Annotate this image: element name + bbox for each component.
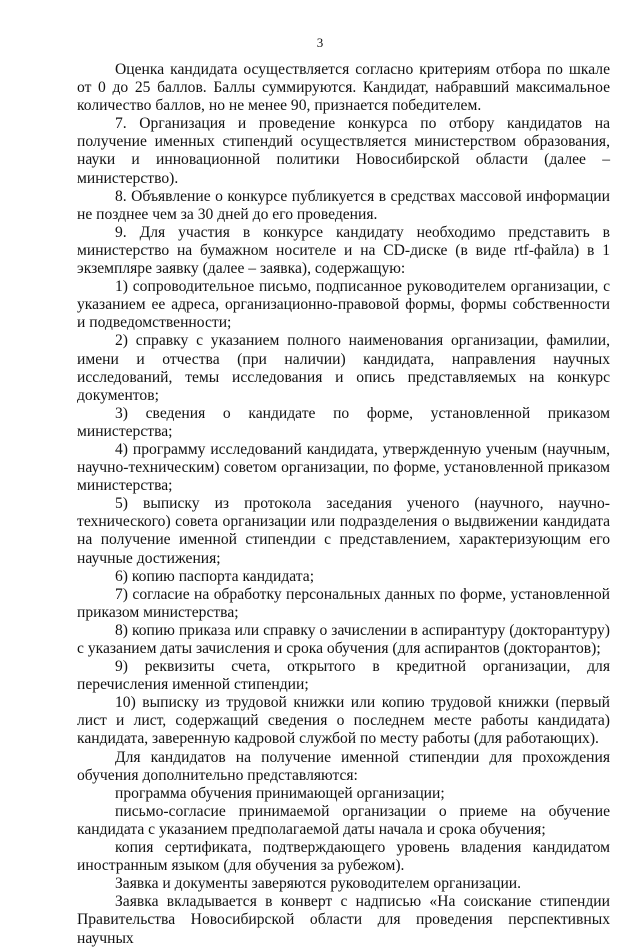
paragraph-language-certificate: копия сертификата, подтверждающего уровень владения кандидатом иностранным языком (для обучения за рубежом). xyxy=(77,839,610,875)
paragraph-consent-letter: письмо-согласие принимаемой организации о приеме на обучение кандидата с указанием предполагаемой даты начала и срока обучения; xyxy=(77,802,610,838)
list-item-4: 4) программу исследований кандидата, утвержденную ученым (научным, научно-техническим) советом организации, по форме, установленной приказом министерства; xyxy=(77,440,610,495)
paragraph-9: 9. Для участия в конкурсе кандидату необходимо представить в министерство на бумажном носителе и на CD-диске (в виде rtf-файла) в 1 экземпляре заявку (далее – заявка), содержащую: xyxy=(77,223,610,278)
page-number: 3 xyxy=(316,35,324,50)
document-body xyxy=(77,61,610,948)
list-item-5: 5) выписку из протокола заседания ученого (научного, научно- технического) совета организации или подразделения о выдвижении кандидата на получение именной стипендии с представлением, характеризующим его научные достижения; xyxy=(77,495,610,567)
list-item-6: 6) копию паспорта кандидата; xyxy=(115,567,315,585)
paragraph-envelope: Заявка вкладывается в конверт с надписью «На соискание стипендии Правительства Новосибирской области для проведения перспективных научных xyxy=(77,893,610,947)
list-item-8: 8) копию приказа или справку о зачислении в аспирантуру (докторантуру) с указанием даты зачисления и срока обучения (для аспирантов (докторантов); xyxy=(77,621,610,657)
list-item-9: 9) реквизиты счета, открытого в кредитной организации, для перечисления именной стипендии; xyxy=(77,658,610,694)
list-item-2: 2) справку с указанием полного наименования организации, фамилии, имени и отчества (при наличии) кандидата, направления научных исследований, темы исследования и опись представляемых на конкурс документов; xyxy=(77,332,610,404)
list-item-7: 7) согласие на обработку персональных данных по форме, установленной приказом министерства; xyxy=(77,585,610,621)
paragraph-training-program: программа обучения принимающей организации; xyxy=(115,784,445,802)
list-item-10: 10) выписку из трудовой книжки или копию трудовой книжки (первый лист и лист, содержащий сведения о последнем месте работы кандидата) кандидата, заверенную кадровой службой по месту работы (для работающих). xyxy=(77,694,610,748)
paragraph-evaluation: Оценка кандидата осуществляется согласно критериям отбора по шкале от 0 до 25 баллов. Баллы суммируются. Кандидат, набравший максимальное количество баллов, но не менее 90, признается победителем. xyxy=(77,61,610,115)
paragraph-7: 7. Организация и проведение конкурса по отбору кандидатов на получение именных стипендий осуществляется министерством образования, науки и инновационной политики Новосибирской области (далее – министерство). xyxy=(77,115,610,187)
list-item-1: 1) сопроводительное письмо, подписанное руководителем организации, с указанием ее адреса, организационно-правовой формы, формы собственности и подведомственности; xyxy=(77,278,610,332)
list-item-3: 3) сведения о кандидате по форме, установленной приказом министерства; xyxy=(77,404,610,440)
paragraph-8: 8. Объявление о конкурсе публикуется в средствах массовой информации не позднее чем за 30 дней до его проведения. xyxy=(77,187,610,223)
paragraph-training-candidates: Для кандидатов на получение именной стипендии для прохождения обучения дополнительно представляются: xyxy=(77,748,610,784)
paragraph-certification: Заявка и документы заверяются руководителем организации. xyxy=(115,875,522,893)
